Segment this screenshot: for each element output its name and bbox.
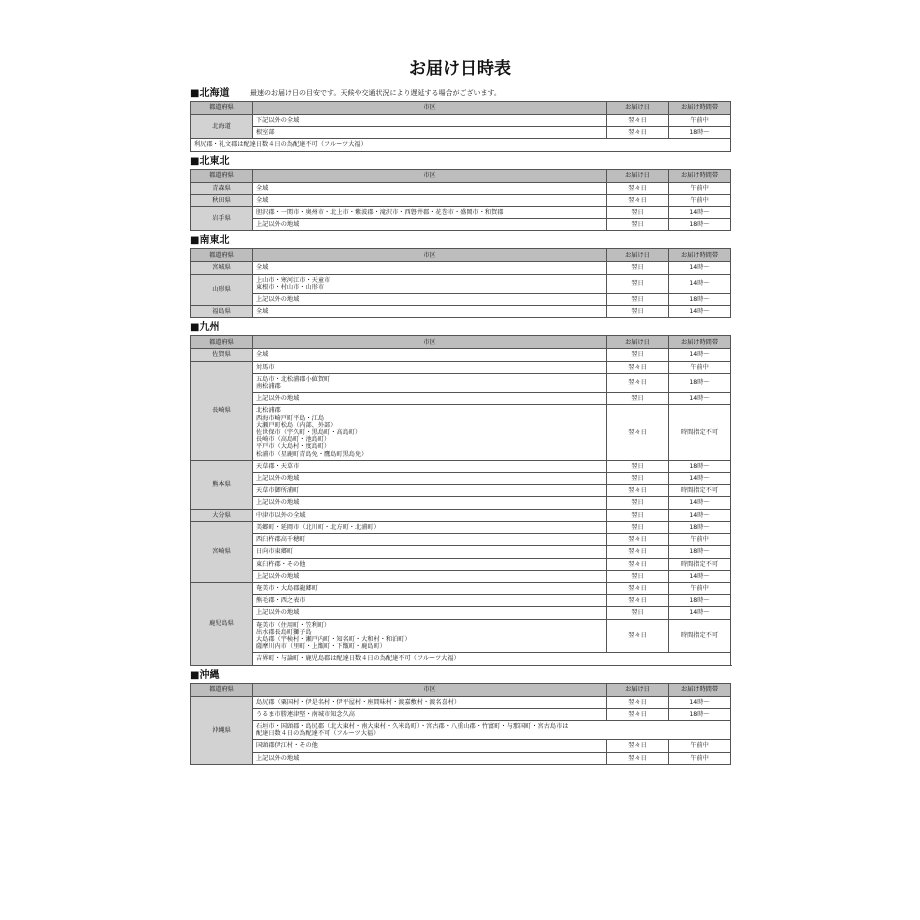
city-line: 上山市・寒河江市・天童市 — [256, 276, 331, 284]
time-slot-cell: 18時～ — [669, 546, 731, 558]
city-line: 西海市崎戸町平島・江島 — [256, 414, 325, 422]
delivery-day-cell: 翌日 — [607, 460, 669, 472]
city-cell — [253, 405, 607, 460]
delivery-day-cell: 翌々日 — [607, 182, 669, 194]
delivery-day-cell: 翌々日 — [607, 534, 669, 546]
prefecture-cell: 鹿児島県 — [191, 582, 253, 665]
city-cell — [253, 393, 607, 405]
city-line: 五島市・北松浦郡小値賀町 — [256, 375, 331, 383]
header-delivery-day: お届け日 — [607, 249, 669, 262]
city-cell — [253, 595, 607, 607]
prefecture-cell: 岩手県 — [191, 207, 253, 231]
city-line: 天草郡・天草市 — [256, 462, 300, 470]
city-line: 下記以外の全域 — [256, 117, 300, 124]
header-city: 市区 — [253, 169, 607, 182]
header-time-slot: お届け時間帯 — [669, 683, 731, 696]
city-cell — [253, 473, 607, 485]
time-slot-cell: 14時～ — [669, 509, 731, 521]
city-cell — [253, 460, 607, 472]
table-row — [191, 521, 731, 533]
time-slot-cell: 18時～ — [669, 373, 731, 392]
header-prefecture: 都道府県 — [191, 249, 253, 262]
time-slot-cell: 14時～ — [669, 262, 731, 274]
time-slot-cell: 14時～ — [669, 349, 731, 361]
time-slot-cell: 14時～ — [669, 497, 731, 509]
table-row — [191, 182, 731, 194]
header-prefecture: 都道府県 — [191, 683, 253, 696]
delivery-day-cell: 翌々日 — [607, 373, 669, 392]
city-line: 薩摩川内市（里町・上甑町・下甑町・鹿島町） — [256, 643, 386, 651]
delivery-day-cell: 翌日 — [607, 274, 669, 293]
time-slot-cell: 14時～ — [669, 207, 731, 219]
city-line: 胆沢郡・一関市・奥州市・北上市・紫波郡・滝沢市・西磐井郡・花巻市・盛岡市・和賀郡 — [256, 209, 504, 217]
table-row — [191, 595, 731, 607]
region-name: ■九州 — [190, 322, 220, 334]
row-note: 吉界町・与論町・鹿児島郡は配達日数４日の為配達不可（フルーツ大福） — [253, 653, 731, 665]
prefecture-cell: 山形県 — [191, 274, 253, 306]
header-time-slot: お届け時間帯 — [669, 169, 731, 182]
prefecture-cell: 宮城県 — [191, 262, 253, 274]
delivery-day-cell: 翌々日 — [607, 740, 669, 752]
table-row — [191, 294, 731, 306]
table-row — [191, 274, 731, 293]
time-slot-cell: 18時～ — [669, 708, 731, 720]
delivery-table — [190, 683, 731, 765]
city-cell — [253, 182, 607, 194]
table-row — [191, 361, 731, 373]
delivery-day-cell: 翌日 — [607, 219, 669, 231]
table-header-row — [191, 102, 731, 115]
delivery-day-cell: 翌々日 — [607, 558, 669, 570]
delivery-day-cell: 翌日 — [607, 294, 669, 306]
city-line: 上記以外の地域 — [256, 296, 300, 304]
table-row — [191, 393, 731, 405]
delivery-day-cell: 翌日 — [607, 570, 669, 582]
delivery-day-cell: 翌々日 — [607, 619, 669, 653]
prefecture-cell: 大分県 — [191, 509, 253, 521]
delivery-day-cell: 翌々日 — [607, 485, 669, 497]
delivery-day-cell: 翌々日 — [607, 582, 669, 594]
region-heading — [190, 233, 730, 248]
header-prefecture: 都道府県 — [191, 336, 253, 349]
prefecture-cell: 宮崎県 — [191, 521, 253, 582]
table-row — [191, 373, 731, 392]
table-header-row — [191, 336, 731, 349]
city-line: 全域 — [256, 264, 269, 272]
city-line: 美郷町・延岡市（北川町・北方町・北浦町） — [256, 523, 380, 531]
city-cell — [253, 127, 607, 139]
delivery-table — [190, 248, 731, 318]
table-row — [191, 607, 731, 619]
prefecture-cell: 青森県 — [191, 182, 253, 194]
city-cell — [253, 740, 607, 752]
city-cell — [253, 262, 607, 274]
city-cell — [253, 534, 607, 546]
delivery-day-cell: 翌々日 — [607, 127, 669, 139]
region-section — [190, 668, 730, 765]
table-header-row — [191, 683, 731, 696]
city-line: 東根市・村山市・山形市 — [256, 283, 325, 291]
header-time-slot: お届け時間帯 — [669, 336, 731, 349]
table-row — [191, 582, 731, 594]
header-delivery-day: お届け日 — [607, 336, 669, 349]
table-header-row — [191, 169, 731, 182]
city-line: 北松浦郡 — [256, 407, 281, 415]
header-time-slot: お届け時間帯 — [669, 102, 731, 115]
table-row — [191, 653, 731, 665]
time-slot-cell: 午前中 — [669, 752, 731, 764]
city-cell — [253, 619, 607, 653]
time-slot-cell: 午前中 — [669, 182, 731, 194]
row-note — [253, 720, 731, 739]
delivery-table — [190, 335, 731, 665]
time-slot-cell: 18時～ — [669, 219, 731, 231]
region-name: ■北海道 — [190, 88, 230, 99]
table-header-row — [191, 249, 731, 262]
prefecture-cell: 福島県 — [191, 306, 253, 318]
city-cell — [253, 274, 607, 293]
time-slot-cell: 14時～ — [669, 696, 731, 708]
table-row — [191, 534, 731, 546]
table-row — [191, 219, 731, 231]
table-row — [191, 485, 731, 497]
region-name: ■南東北 — [190, 235, 230, 247]
header-prefecture: 都道府県 — [191, 102, 253, 115]
region-section — [190, 154, 730, 232]
delivery-day-cell: 翌々日 — [607, 696, 669, 708]
time-slot-cell: 18時～ — [669, 460, 731, 472]
delivery-day-cell: 翌々日 — [607, 115, 669, 127]
header-city: 市区 — [253, 102, 607, 115]
header-time-slot: お届け時間帯 — [669, 249, 731, 262]
city-cell — [253, 115, 607, 127]
city-line: 対馬市 — [256, 363, 275, 371]
city-line: 熊毛郡・西之表市 — [256, 597, 306, 605]
table-row — [191, 262, 731, 274]
delivery-day-cell: 翌々日 — [607, 752, 669, 764]
city-line: 上記以外の地域 — [256, 754, 300, 762]
city-cell — [253, 194, 607, 206]
city-cell — [253, 485, 607, 497]
time-slot-cell: 14時～ — [669, 306, 731, 318]
time-slot-cell: 時間指定不可 — [669, 558, 731, 570]
delivery-day-cell: 翌日 — [607, 473, 669, 485]
note-line: 石垣市・国頭郡・島尻郡（北大東村・南大東村・久米島町）・宮古郡・八重山郡・竹富町・与那国町・宮古島市は — [256, 722, 569, 730]
city-line: 松浦市（星鹿町青島免・鷹島町黒島免） — [256, 450, 368, 458]
prefecture-cell: 熊本県 — [191, 460, 253, 509]
table-row — [191, 460, 731, 472]
city-cell — [253, 349, 607, 361]
time-slot-cell: 14時～ — [669, 393, 731, 405]
city-line: 奄美市・大島郡龍郷町 — [256, 584, 318, 592]
header-city: 市区 — [253, 683, 607, 696]
city-line: 上記以外の地域 — [256, 572, 300, 580]
city-line: 長崎市（高島町・池島町） — [256, 436, 331, 444]
table-row — [191, 127, 731, 139]
delivery-day-cell: 翌日 — [607, 349, 669, 361]
delivery-day-cell: 翌日 — [607, 207, 669, 219]
delivery-day-cell: 翌日 — [607, 262, 669, 274]
region-section — [190, 86, 730, 152]
note-line: 配達日数４日の為配達不可（フルーツ大福） — [256, 730, 380, 738]
city-cell — [253, 219, 607, 231]
city-line: うるま市勝連津堅・南城市知念久高 — [256, 710, 355, 718]
city-line: 中津市以外の全域 — [256, 511, 306, 519]
header-city: 市区 — [253, 336, 607, 349]
region-heading — [190, 154, 730, 169]
delivery-day-cell: 翌々日 — [607, 361, 669, 373]
city-line: 西臼杵郡高千穂町 — [256, 536, 306, 544]
delivery-day-cell: 翌々日 — [607, 546, 669, 558]
time-slot-cell: 午前中 — [669, 582, 731, 594]
city-line: 上記以外の地域 — [256, 475, 300, 483]
delivery-day-cell: 翌日 — [607, 497, 669, 509]
table-row — [191, 558, 731, 570]
city-cell — [253, 558, 607, 570]
table-row — [191, 306, 731, 318]
city-line: 東臼杵郡・その他 — [256, 560, 306, 568]
city-line: 日向市東郷町 — [256, 548, 294, 556]
table-row — [191, 473, 731, 485]
city-cell — [253, 373, 607, 392]
delivery-day-cell: 翌日 — [607, 509, 669, 521]
city-cell — [253, 582, 607, 594]
table-row — [191, 509, 731, 521]
delivery-day-cell: 翌日 — [607, 393, 669, 405]
delivery-table — [190, 101, 731, 152]
time-slot-cell: 時間指定不可 — [669, 619, 731, 653]
header-delivery-day: お届け日 — [607, 102, 669, 115]
time-slot-cell: 時間指定不可 — [669, 405, 731, 460]
city-cell — [253, 521, 607, 533]
page-title: お届け日時表 — [409, 59, 511, 79]
city-line: 平戸市（大島村・度島町） — [256, 443, 331, 451]
region-section — [190, 233, 730, 318]
city-cell — [253, 546, 607, 558]
time-slot-cell: 午前中 — [669, 115, 731, 127]
time-slot-cell: 午前中 — [669, 194, 731, 206]
city-line: 上記以外の地域 — [256, 221, 300, 229]
time-slot-cell: 18時～ — [669, 127, 731, 139]
city-line: 根室部 — [256, 129, 275, 137]
table-row — [191, 619, 731, 653]
header-city: 市区 — [253, 249, 607, 262]
time-slot-cell: 午前中 — [669, 740, 731, 752]
region-name: ■沖縄 — [190, 669, 220, 681]
city-line: 上記以外の地域 — [256, 395, 300, 403]
city-cell — [253, 306, 607, 318]
city-cell — [253, 497, 607, 509]
time-slot-cell: 14時～ — [669, 274, 731, 293]
delivery-day-cell: 翌々日 — [607, 194, 669, 206]
table-row — [191, 115, 731, 127]
header-delivery-day: お届け日 — [607, 683, 669, 696]
city-line: 島尻郡（粟国村・伊是名村・伊平屋村・座間味村・渡嘉敷村・渡名喜村） — [256, 698, 461, 706]
header-prefecture: 都道府県 — [191, 169, 253, 182]
region-name: ■北東北 — [190, 155, 230, 167]
city-cell — [253, 361, 607, 373]
delivery-day-cell: 翌日 — [607, 521, 669, 533]
city-cell — [253, 570, 607, 582]
city-cell — [253, 607, 607, 619]
table-row — [191, 720, 731, 739]
city-line: 上記以外の地域 — [256, 609, 300, 617]
delivery-day-cell: 翌々日 — [607, 595, 669, 607]
prefecture-cell: 秋田県 — [191, 194, 253, 206]
delivery-day-cell: 翌日 — [607, 306, 669, 318]
city-line: 大島郡（宇検村・瀬戸内町・知名町・大和村・和泊町） — [256, 635, 411, 643]
region-heading — [190, 320, 730, 335]
table-row — [191, 740, 731, 752]
time-slot-cell: 時間指定不可 — [669, 485, 731, 497]
time-slot-cell: 18時～ — [669, 595, 731, 607]
delivery-day-cell: 翌々日 — [607, 708, 669, 720]
city-line: 大瀬戸町松島（内部、外部） — [256, 421, 337, 429]
city-line: 国頭郡伊江村・その他 — [256, 742, 318, 750]
row-note: 利尻郡・礼文郡は配達日数４日の為配達不可（フルーツ大福） — [191, 139, 731, 151]
city-line: 佐世保市（宇久町・黒島町・高島町） — [256, 429, 362, 437]
table-row — [191, 349, 731, 361]
city-cell — [253, 752, 607, 764]
city-cell — [253, 509, 607, 521]
delivery-table — [190, 169, 731, 232]
time-slot-cell: 18時～ — [669, 521, 731, 533]
city-line: 上記以外の地域 — [256, 499, 300, 507]
delivery-schedule — [190, 86, 730, 767]
city-line: 全域 — [256, 308, 269, 316]
region-section — [190, 320, 730, 665]
city-line: 全域 — [256, 351, 269, 359]
time-slot-cell: 14時～ — [669, 570, 731, 582]
delivery-note: 最速のお届け日の目安です。天候や交通状況により遅延する場合がございます。 — [250, 89, 501, 97]
header-delivery-day: お届け日 — [607, 169, 669, 182]
city-line: 出水郡長島町獅子島 — [256, 628, 312, 636]
delivery-day-cell: 翌日 — [607, 607, 669, 619]
region-heading — [190, 86, 730, 101]
city-cell — [253, 207, 607, 219]
time-slot-cell: 18時～ — [669, 294, 731, 306]
prefecture-cell: 長崎県 — [191, 361, 253, 460]
city-line: 全域 — [256, 184, 269, 192]
table-row — [191, 696, 731, 708]
table-row — [191, 546, 731, 558]
city-line: 奄美市（住用町・笠利町） — [256, 621, 331, 629]
city-line: 全域 — [256, 196, 269, 204]
time-slot-cell: 午前中 — [669, 361, 731, 373]
table-row — [191, 570, 731, 582]
prefecture-cell: 沖縄県 — [191, 696, 253, 764]
region-heading — [190, 668, 730, 683]
table-row — [191, 708, 731, 720]
city-line: 天草市御所浦町 — [256, 487, 300, 495]
delivery-day-cell: 翌々日 — [607, 405, 669, 460]
city-cell — [253, 708, 607, 720]
city-line: 南松浦郡 — [256, 383, 281, 391]
time-slot-cell: 14時～ — [669, 473, 731, 485]
time-slot-cell: 午前中 — [669, 534, 731, 546]
time-slot-cell: 14時～ — [669, 607, 731, 619]
table-row — [191, 139, 731, 151]
table-row — [191, 207, 731, 219]
table-row — [191, 497, 731, 509]
city-cell — [253, 696, 607, 708]
table-row — [191, 752, 731, 764]
table-row — [191, 405, 731, 460]
city-cell — [253, 294, 607, 306]
prefecture-cell: 佐賀県 — [191, 349, 253, 361]
table-row — [191, 194, 731, 206]
prefecture-cell: 北海道 — [191, 115, 253, 139]
